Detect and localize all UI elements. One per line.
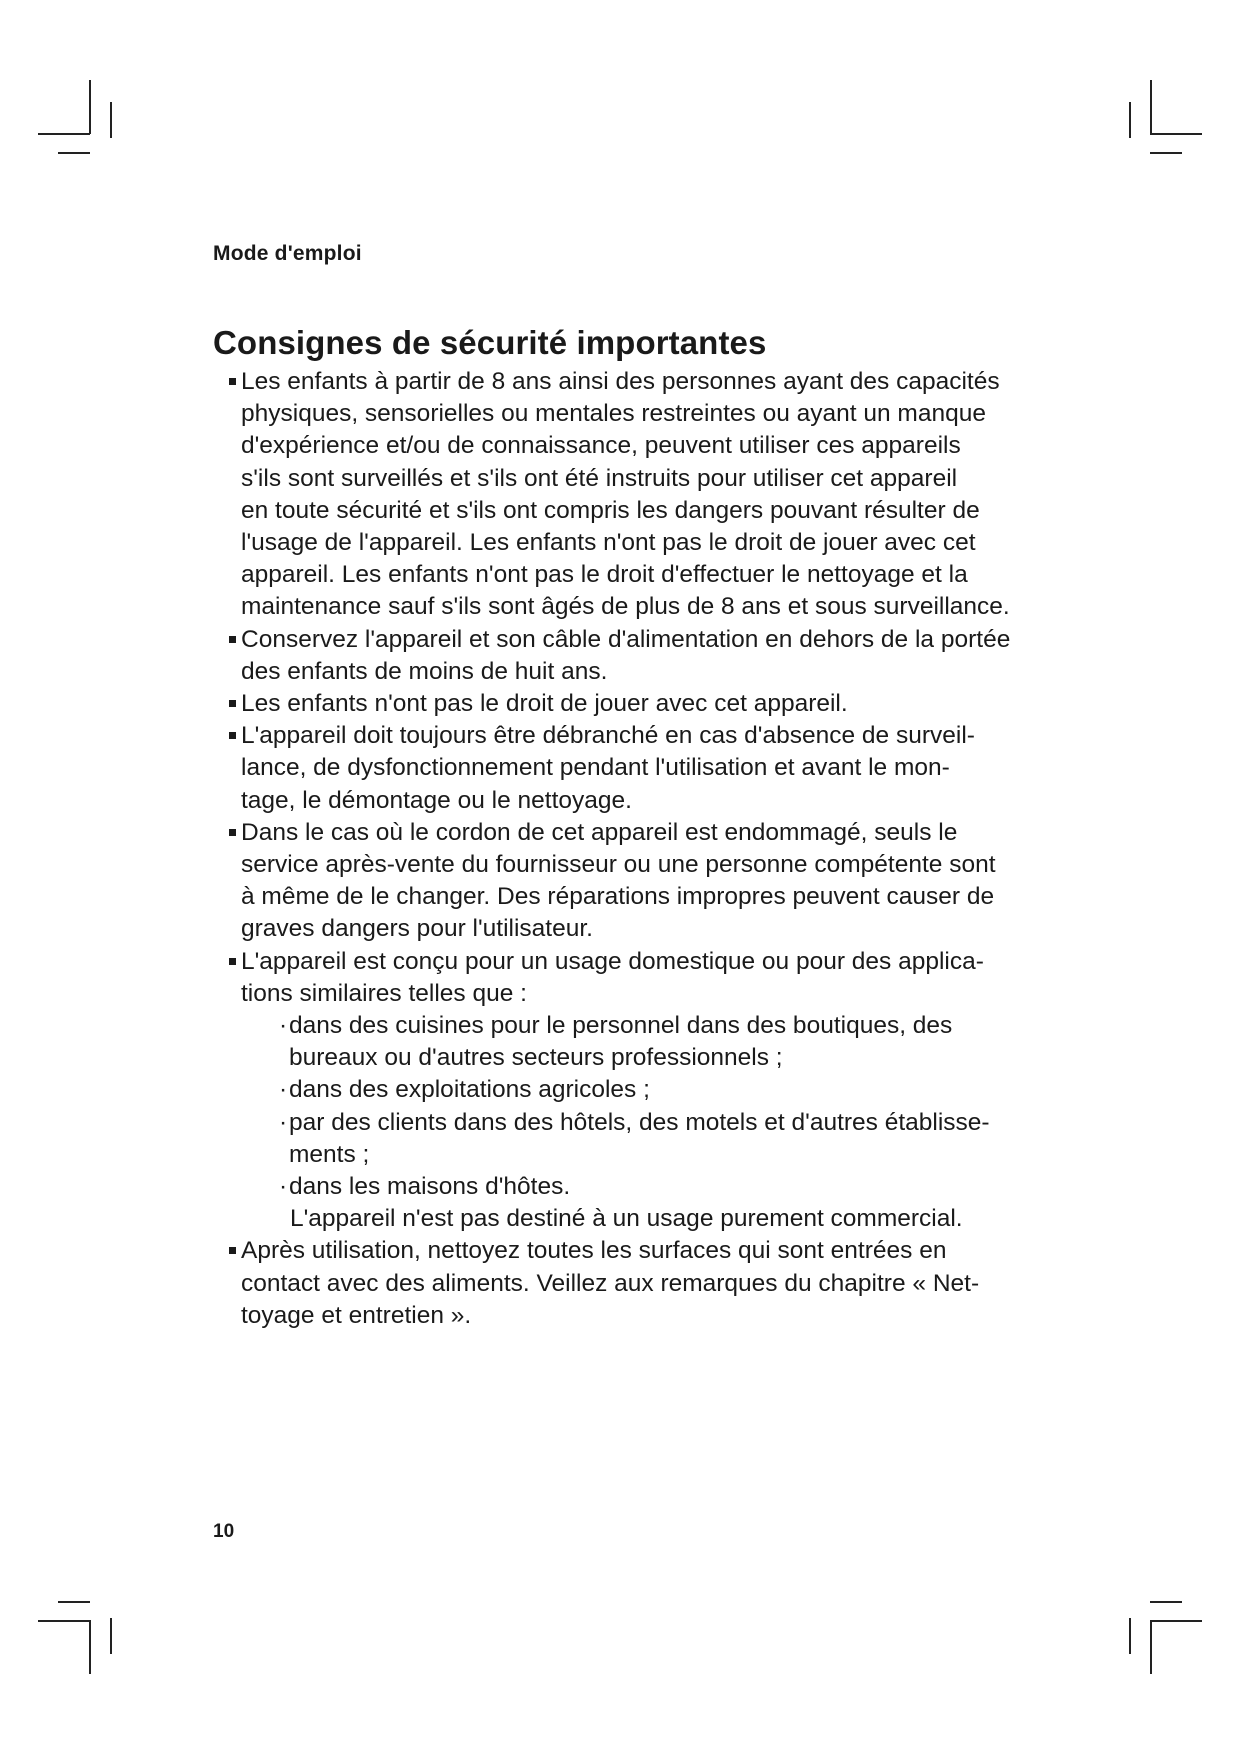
square-bullet-icon <box>229 636 236 643</box>
crop-mark <box>1150 80 1152 134</box>
crop-mark <box>58 152 90 154</box>
text-line: à même de le changer. Des réparations impropres peuvent causer de <box>241 883 995 911</box>
text-line: graves dangers pour l'utilisateur. <box>241 915 593 943</box>
crop-mark <box>38 133 90 135</box>
text-line: des enfants de moins de huit ans. <box>241 657 608 685</box>
text-line: Dans le cas où le cordon de cet appareil est endommagé, seuls le <box>241 818 958 846</box>
square-bullet-icon <box>229 958 236 965</box>
list-item <box>232 366 1092 624</box>
text-line: d'expérience et/ou de connaissance, peuvent utiliser ces appareils <box>241 432 961 460</box>
section-title: Consignes de sécurité importantes <box>213 324 767 361</box>
crop-mark <box>1150 152 1182 154</box>
crop-mark <box>89 1620 91 1674</box>
text-line: dans des cuisines pour le personnel dans des boutiques, des <box>289 1012 953 1040</box>
square-bullet-icon <box>229 700 236 707</box>
crop-mark <box>89 80 91 134</box>
text-line: par des clients dans des hôtels, des motels et d'autres établisse- <box>289 1108 990 1136</box>
dot-bullet-icon: · <box>279 1108 288 1136</box>
text-line: contact avec des aliments. Veillez aux remarques du chapitre « Net- <box>241 1269 980 1297</box>
crop-mark <box>110 1618 112 1654</box>
crop-mark <box>1150 1620 1202 1622</box>
text-line: toyage et entretien ». <box>241 1301 472 1329</box>
sub-list-item <box>241 1107 1092 1171</box>
text-line: maintenance sauf s'ils sont âgés de plus de 8 ans et sous surveillance. <box>241 593 1010 621</box>
list-item <box>232 688 1092 720</box>
dot-bullet-icon: · <box>279 1076 288 1104</box>
text-line: dans des exploitations agricoles ; <box>289 1076 650 1104</box>
text-line: physiques, sensorielles ou mentales restreintes ou ayant un manque <box>241 400 986 428</box>
text-line: tage, le démontage ou le nettoyage. <box>241 786 632 814</box>
text-line: tions similaires telles que : <box>241 979 527 1007</box>
crop-mark <box>58 1601 90 1603</box>
safety-instructions-list <box>232 366 1092 1332</box>
dot-bullet-icon: · <box>279 1012 288 1040</box>
dot-bullet-icon: · <box>279 1173 288 1201</box>
crop-mark <box>1150 1620 1152 1674</box>
text-line: lance, de dysfonctionnement pendant l'utilisation et avant le mon- <box>241 754 950 782</box>
list-item <box>232 817 1092 946</box>
square-bullet-icon <box>229 829 236 836</box>
text-line: service après-vente du fournisseur ou une personne compétente sont <box>241 851 996 879</box>
crop-mark <box>38 1620 90 1622</box>
text-line: bureaux ou d'autres secteurs professionnels ; <box>289 1044 783 1072</box>
commercial-use-note: L'appareil n'est pas destiné à un usage purement commercial. <box>290 1205 963 1233</box>
text-line: L'appareil doit toujours être débranché en cas d'absence de surveil- <box>241 722 975 750</box>
text-line: en toute sécurité et s'ils ont compris les dangers pouvant résulter de <box>241 496 980 524</box>
text-line: Après utilisation, nettoyez toutes les surfaces qui sont entrées en <box>241 1237 947 1265</box>
text-line: l'usage de l'appareil. Les enfants n'ont pas le droit de jouer avec cet <box>241 529 976 557</box>
square-bullet-icon <box>229 732 236 739</box>
text-line: s'ils sont surveillés et s'ils ont été instruits pour utiliser cet appareil <box>241 464 958 492</box>
list-item <box>232 624 1092 688</box>
text-line: appareil. Les enfants n'ont pas le droit d'effectuer le nettoyage et la <box>241 561 968 589</box>
list-item <box>232 1235 1092 1332</box>
text-line: L'appareil est conçu pour un usage domestique ou pour des applica- <box>241 947 984 975</box>
running-head: Mode d'emploi <box>213 242 362 265</box>
text-line: ments ; <box>289 1140 370 1168</box>
crop-mark <box>1150 1601 1182 1603</box>
crop-mark <box>1129 102 1131 138</box>
square-bullet-icon <box>229 378 236 385</box>
crop-mark <box>110 102 112 138</box>
text-line: Les enfants n'ont pas le droit de jouer avec cet appareil. <box>241 690 848 718</box>
square-bullet-icon <box>229 1247 236 1254</box>
crop-mark <box>1129 1618 1131 1654</box>
sub-list-item <box>241 1171 1092 1203</box>
sub-list-item <box>241 1010 1092 1074</box>
page-number: 10 <box>213 1521 235 1542</box>
text-line: Conservez l'appareil et son câble d'alimentation en dehors de la portée <box>241 625 1011 653</box>
text-line: dans les maisons d'hôtes. <box>289 1173 571 1201</box>
list-item <box>232 946 1092 1236</box>
crop-mark <box>1150 133 1202 135</box>
text-line: Les enfants à partir de 8 ans ainsi des personnes ayant des capacités <box>241 368 1000 395</box>
sub-list-item <box>241 1074 1092 1106</box>
list-item <box>232 720 1092 817</box>
